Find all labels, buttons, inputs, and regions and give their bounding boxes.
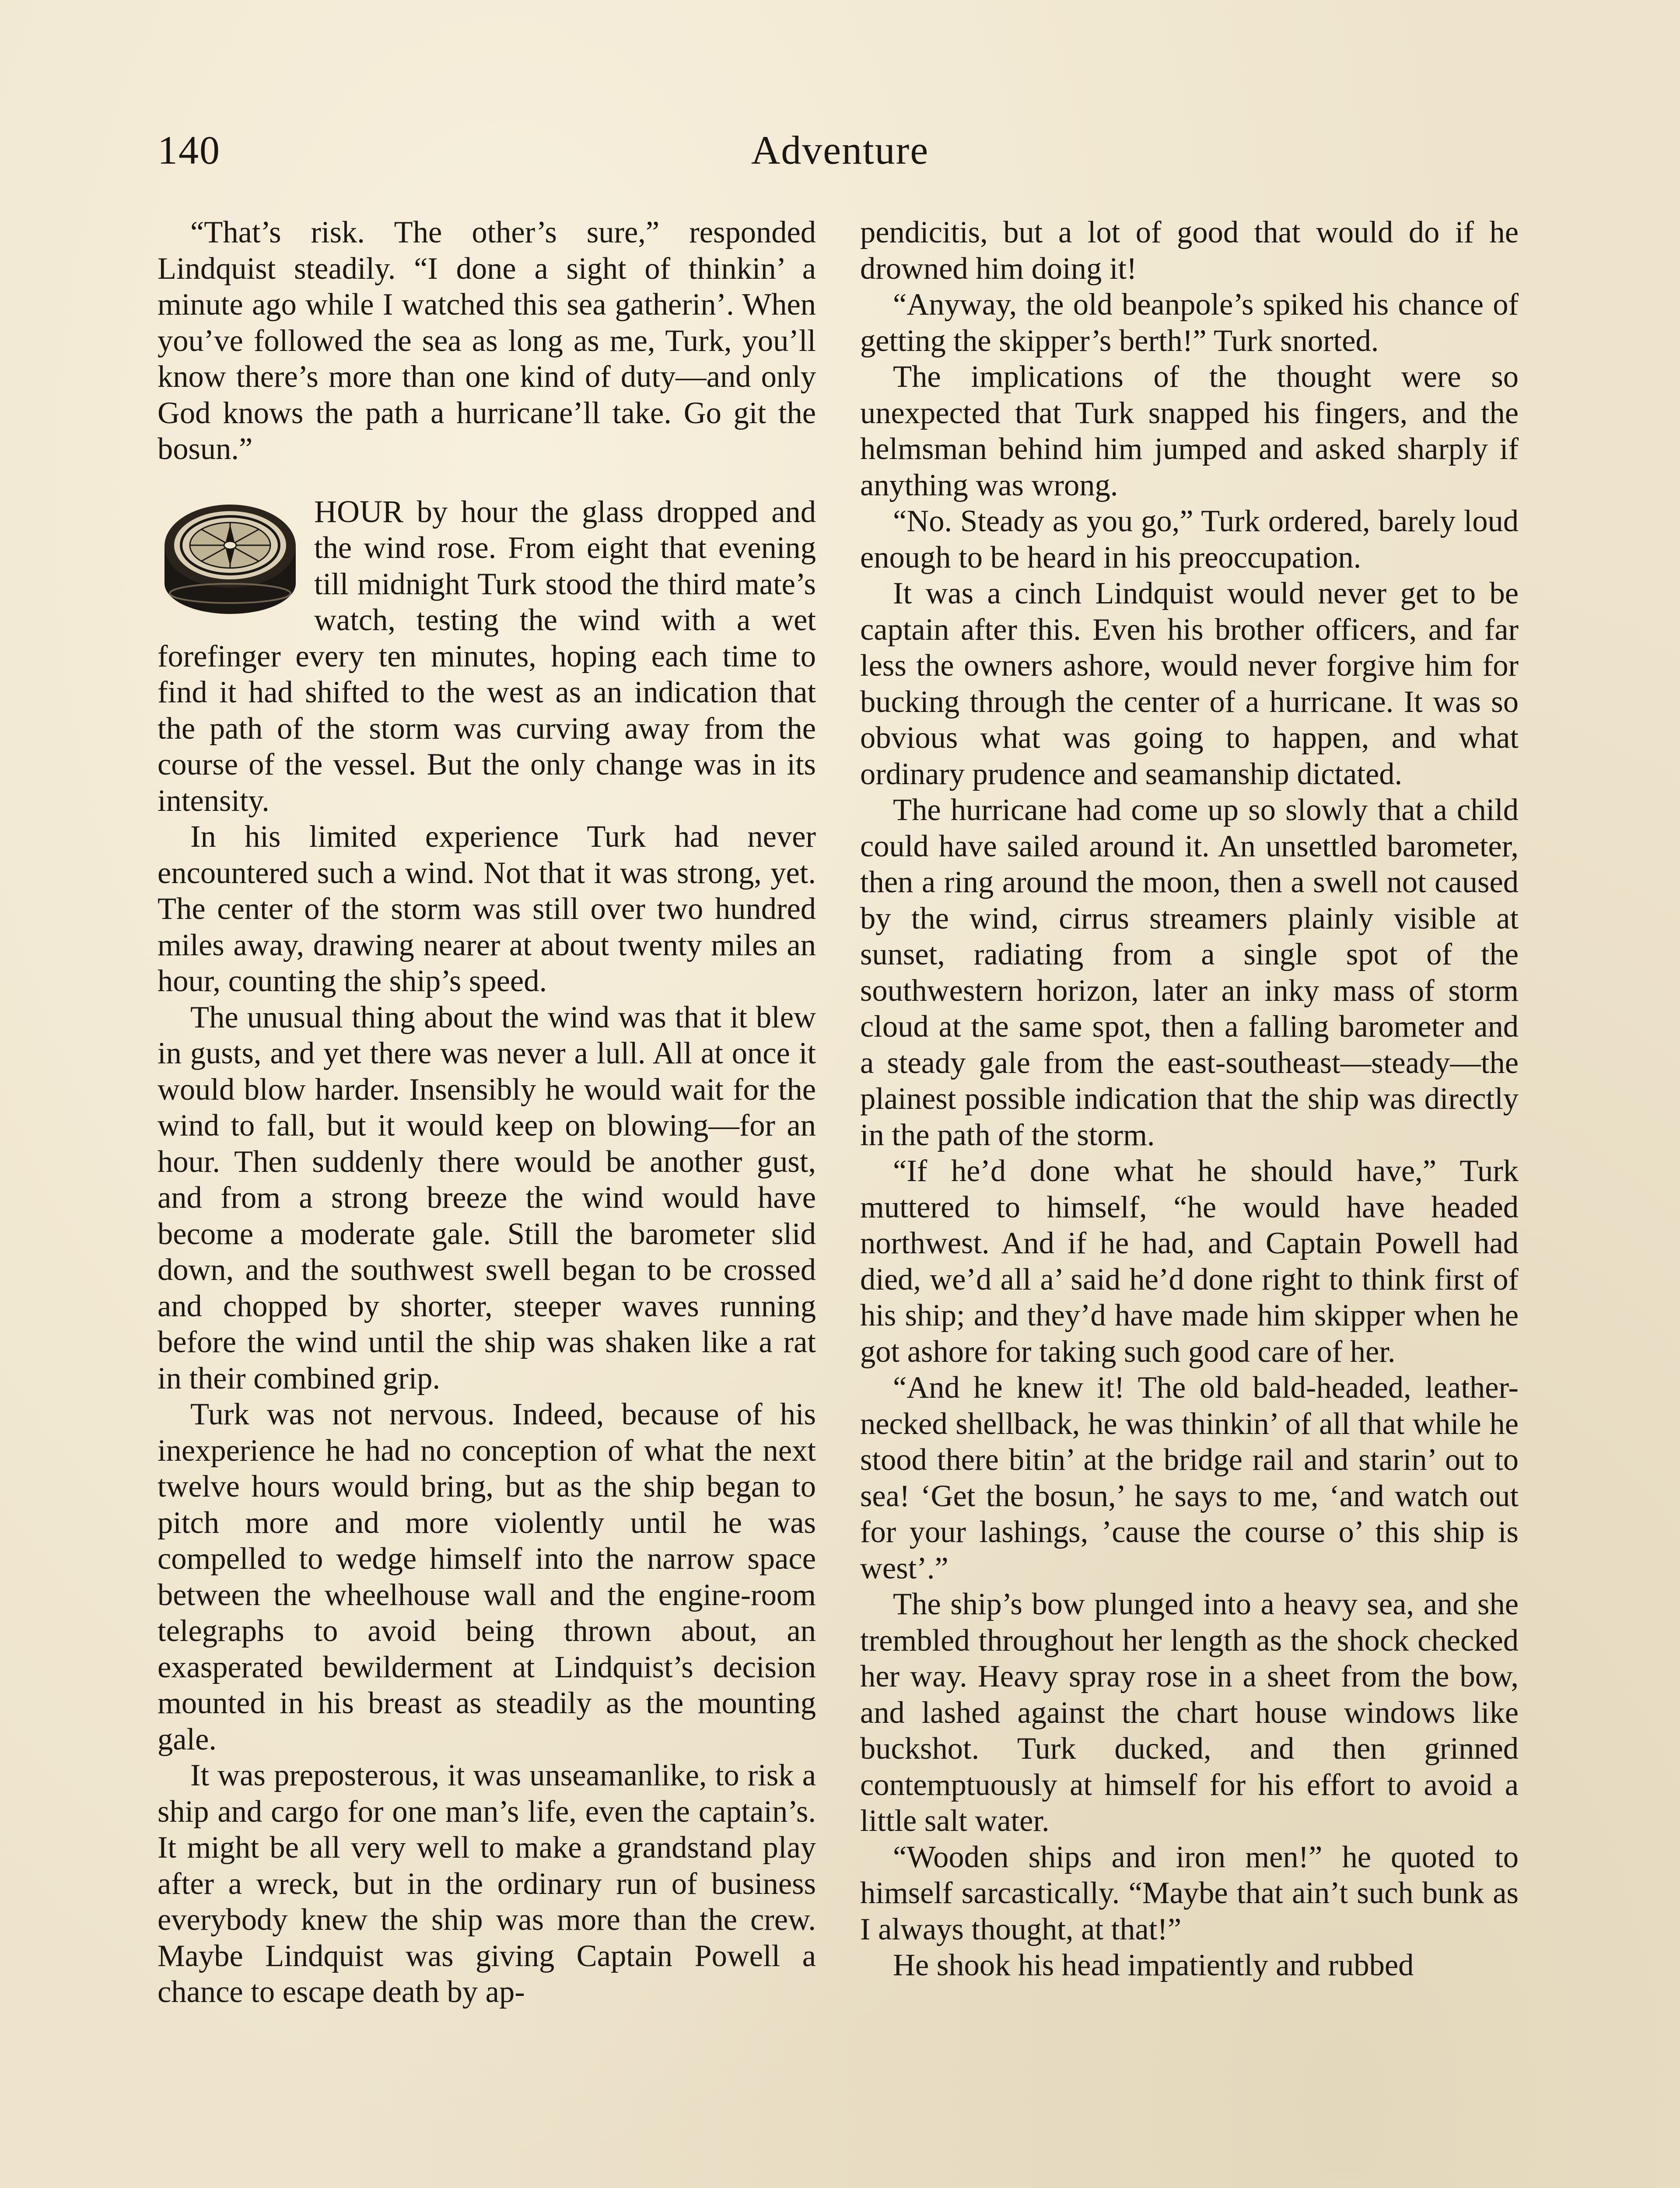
section-break-paragraph	[158, 494, 816, 819]
lead-word: HOUR	[314, 494, 404, 529]
running-title: Adventure	[751, 128, 929, 172]
paragraph: The ship’s bow plunged into a heavy sea, and she trembled throughout her length as the shock checked her way. Heavy spray rose in a sheet from the bow, and lashed against the chart house windows like buckshot. Turk ducked, and then grinned contemptuously at himself for his effort to avoid a little salt water.	[860, 1587, 1519, 1838]
page-number: 140	[158, 128, 220, 172]
paragraph: The unusual thing about the wind was that it blew in gusts, and yet there was never a lull. All at once it would blow harder. Insensibly he would wait for the wind to fall, but it would keep on blowing—for an hour. Then suddenly there would be another gust, and from a strong breeze the wind would have become a moderate gale. Still the barometer slid down, and the southwest swell began to be crossed and chopped by shorter, steeper waves running before the wind until the ship was shaken like a rat in their combined grip.	[158, 1000, 816, 1396]
paragraph: It was a cinch Lindquist would never get to be captain after this. Even his brother officers, and far less the owners ashore, would never forgive him for bucking through the center of a hurricane. It was so obvious what was going to happen, and what ordinary prudence and seamanship dictated.	[860, 576, 1519, 791]
paragraph: He shook his head impatiently and rubbed	[893, 1948, 1414, 1982]
paragraph: “If he’d done what he should have,” Turk muttered to himself, “he would have headed northwest. And if he had, and Captain Powell had died, we’d all a’ said he’d done right to think first of his ship; and they’d have made him skipper when he got ashore for taking such good care of her.	[860, 1154, 1519, 1369]
paragraph: In his limited experience Turk had never encountered such a wind. Not that it was strong, yet. The center of the storm was still over two hundred miles away, drawing nearer at about twenty miles an hour, counting the ship’s speed.	[158, 820, 816, 998]
paragraph: “No. Steady as you go,” Turk ordered, barely loud enough to be heard in his preoccupation.	[860, 504, 1519, 575]
paragraph: Turk was not nervous. Indeed, because of his inexperience he had no conception of what the next twelve hours would bring, but as the ship began to pitch more and more violently until he was compelled to wedge himself into the narrow space between the wheelhouse wall and the engine-room telegraphs to avoid being thrown about, an exasperated bewilderment at Lindquist’s decision mounted in his breast as steadily as the mounting gale.	[158, 1397, 816, 1757]
page-header	[158, 127, 1522, 184]
right-column	[860, 214, 1519, 1984]
compass-icon	[160, 494, 304, 625]
left-column	[158, 214, 816, 2010]
paragraph: “And he knew it! The old bald-headed, leather-necked shellback, he was thinkin’ of all that while he stood there bitin’ at the bridge rail and starin’ out to sea! ‘Get the bosun,’ he says to me, ‘and watch out for your lashings, ’cause the course o’ this ship is west’.”	[860, 1371, 1519, 1585]
paragraph: pendicitis, but a lot of good that would do if he drowned him doing it!	[860, 215, 1519, 286]
paragraph: “That’s risk. The other’s sure,” responded Lindquist steadily. “I done a sight of thinkin’ a minute ago while I watched this sea gatherin’. When you’ve followed the sea as long as me, Turk, you’ll know there’s more than one kind of duty—and only God knows the path a hurricane’ll take. Go git the bosun.”	[158, 215, 816, 466]
paragraph: The hurricane had come up so slowly that a child could have sailed around it. An unsettled barometer, then a ring around the moon, then a swell not caused by the wind, cirrus streamers plainly visible at sunset, radiating from a single spot of the southwestern horizon, later an inky mass of storm cloud at the same spot, then a falling barometer and a steady gale from the east-southeast—steady—the plainest possible indication that the ship was directly in the path of the storm.	[860, 793, 1519, 1152]
paragraph: “Wooden ships and iron men!” he quoted to himself sarcastically. “Maybe that ain’t such bunk as I always thought, at that!”	[860, 1840, 1519, 1946]
paragraph: “Anyway, the old beanpole’s spiked his chance of getting the skipper’s berth!” Turk snorted.	[860, 288, 1519, 358]
paragraph: The implications of the thought were so unexpected that Turk snapped his fingers, and the helmsman behind him jumped and asked sharply if anything was wrong.	[860, 360, 1519, 502]
paragraph: It was preposterous, it was unseamanlike, to risk a ship and cargo for one man’s life, even the captain’s. It might be all very well to make a grandstand play after a wreck, but in the ordinary run of business everybody knew the ship was more than the crew. Maybe Lindquist was giving Captain Powell a chance to escape death by ap-	[158, 1758, 816, 2009]
paragraph-text: by hour the glass dropped and the wind rose. From eight that evening till midnight Turk stood the third mate’s watch, testing the wind with a wet forefinger every ten minutes, hoping each time to find it had shifted to the west as an indication that the path of the storm was curving away from the course of the vessel. But the only change was in its intensity.	[158, 494, 816, 818]
